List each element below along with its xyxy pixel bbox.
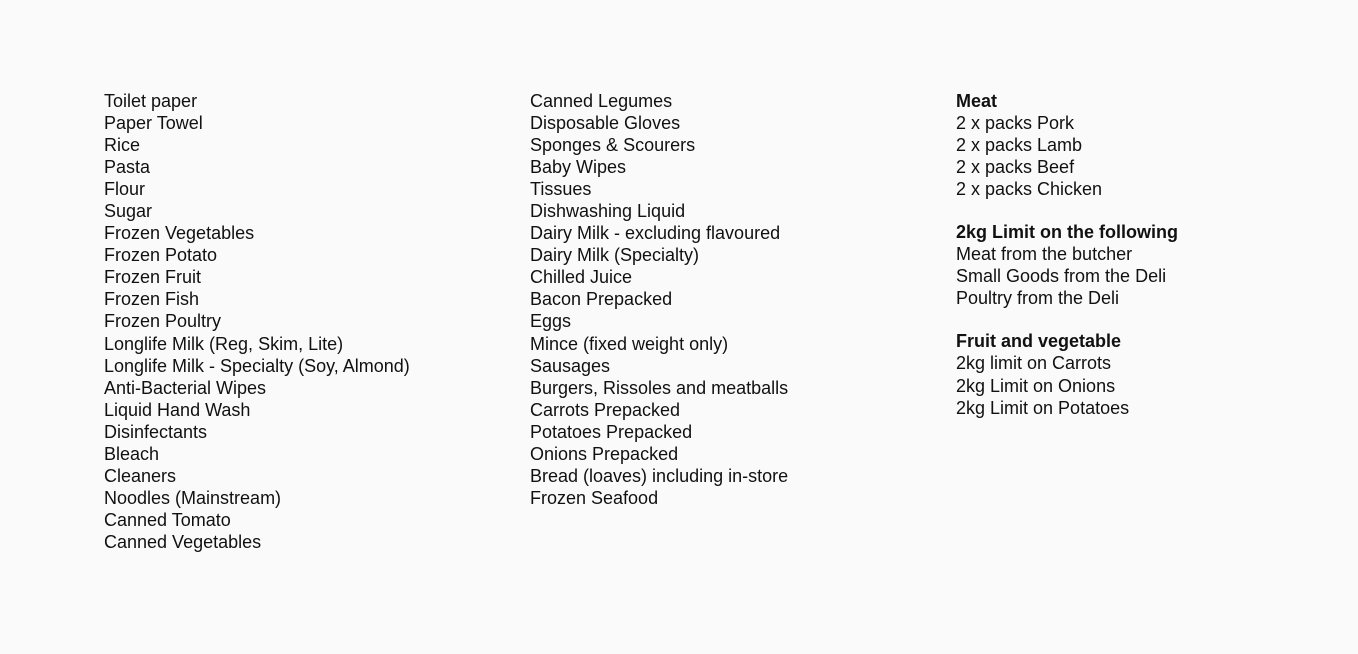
list-item: Canned Legumes [530, 91, 673, 111]
list-item: Noodles (Mainstream) [104, 487, 282, 508]
list-item: Mince (fixed weight only) [530, 333, 729, 354]
list-item: Small Goods from the Deli [956, 266, 1167, 287]
list-item: Dairy Milk - excluding flavoured [530, 223, 781, 244]
list-item: Cleaners [104, 465, 177, 486]
list-item: Chilled Juice [530, 267, 633, 288]
list-item: Longlife Milk (Reg, Skim, Lite) [104, 333, 344, 354]
section-heading: Meat [956, 91, 998, 111]
list-item: Carrots Prepacked [530, 399, 681, 420]
list-item: 2 x packs Pork [956, 113, 1075, 134]
list-item: Sugar [104, 201, 153, 222]
list-item: Baby Wipes [530, 157, 627, 178]
fruit-vegetable-list [956, 352, 1336, 418]
list-item: Poultry from the Deli [956, 288, 1120, 309]
list-item: Frozen Vegetables [104, 223, 255, 244]
list-item: Anti-Bacterial Wipes [104, 377, 267, 398]
list-item: Onions Prepacked [530, 443, 679, 464]
section-heading: 2kg Limit on the following [956, 222, 1178, 243]
list-item: Sponges & Scourers [530, 135, 696, 156]
list-item: Bacon Prepacked [530, 289, 673, 310]
list-item: Burgers, Rissoles and meatballs [530, 377, 789, 398]
list-item: 2 x packs Chicken [956, 179, 1103, 200]
list-item: 2 x packs Lamb [956, 135, 1083, 156]
list-item: Frozen Fruit [104, 267, 202, 288]
list-item: Toilet paper [104, 91, 198, 111]
list-item: Tissues [530, 179, 592, 200]
list-item: 2kg Limit on Onions [956, 375, 1116, 396]
list-item: 2kg limit on Carrots [956, 353, 1112, 374]
list-item: Bread (loaves) including in-store [530, 465, 789, 486]
meat-list [956, 112, 1336, 200]
list-item: Frozen Seafood [530, 487, 659, 508]
list-item: Dishwashing Liquid [530, 201, 686, 222]
limits-column [956, 90, 1336, 419]
list-item: Frozen Poultry [104, 311, 222, 332]
list-item: Disinfectants [104, 421, 208, 442]
list-item: Flour [104, 179, 146, 200]
weight-limit-section [956, 221, 1336, 309]
list-item: Dairy Milk (Specialty) [530, 245, 700, 266]
list-item: 2kg Limit on Potatoes [956, 397, 1130, 418]
list-item: Disposable Gloves [530, 113, 681, 134]
list-item: Pasta [104, 157, 151, 178]
list-item: Frozen Potato [104, 245, 218, 266]
list-item: Rice [104, 135, 141, 156]
list-item: Liquid Hand Wash [104, 399, 251, 420]
list-item: Meat from the butcher [956, 244, 1133, 265]
meat-section [956, 90, 1336, 200]
list-item: Sausages [530, 355, 611, 376]
list-item: Eggs [530, 311, 572, 332]
list-item: Canned Vegetables [104, 531, 262, 552]
list-item: Bleach [104, 443, 160, 464]
product-list-column-1 [104, 90, 504, 553]
weight-limit-list [956, 243, 1336, 309]
list-item: Paper Towel [104, 113, 203, 134]
list-item: Canned Tomato [104, 509, 231, 530]
section-heading: Fruit and vegetable [956, 331, 1122, 352]
list-item: Frozen Fish [104, 289, 200, 310]
list-item: 2 x packs Beef [956, 157, 1075, 178]
list-item: Potatoes Prepacked [530, 421, 693, 442]
product-list-column-2 [530, 90, 930, 509]
list-item: Longlife Milk - Specialty (Soy, Almond) [104, 355, 410, 376]
fruit-vegetable-section [956, 330, 1336, 418]
